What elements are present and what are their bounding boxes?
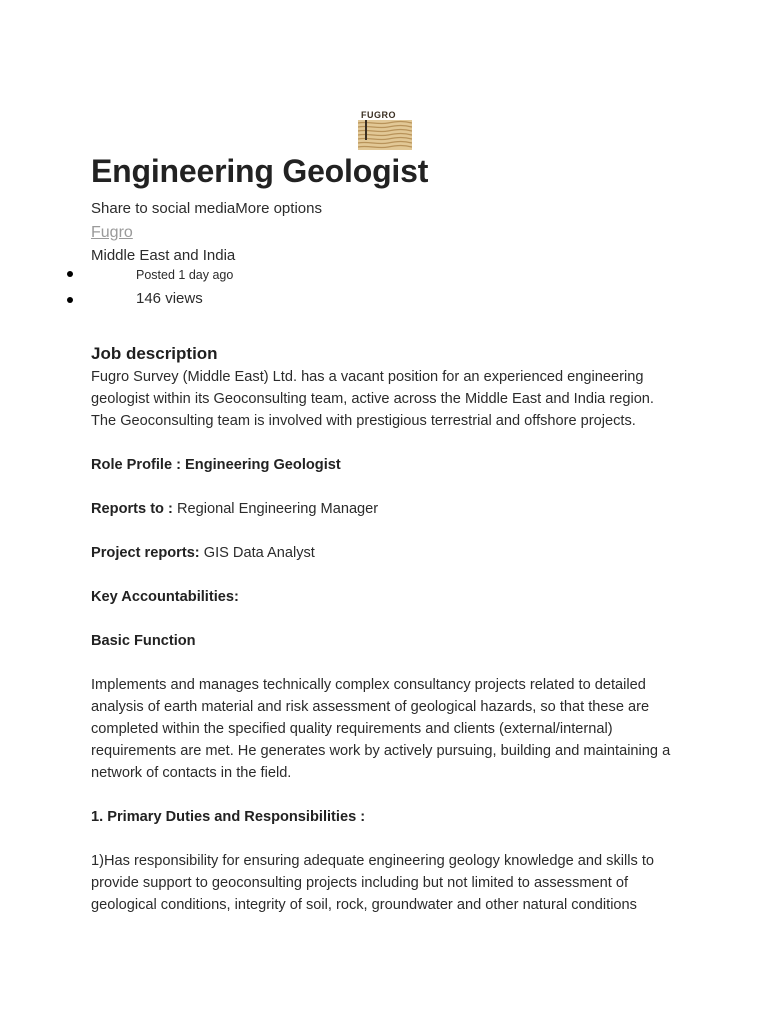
key-accountabilities-heading: Key Accountabilities:	[91, 589, 239, 605]
bullet-icon	[67, 271, 73, 277]
basic-function-heading: Basic Function	[91, 633, 196, 649]
project-reports-value: GIS Data Analyst	[199, 545, 315, 561]
role-profile: Role Profile : Engineering Geologist	[91, 457, 341, 473]
reports-to-label: Reports to :	[91, 501, 173, 517]
job-location: Middle East and India	[91, 247, 236, 264]
project-reports-label: Project reports:	[91, 545, 200, 561]
posted-date: Posted 1 day ago	[136, 268, 234, 282]
job-description-body	[91, 366, 681, 916]
share-options[interactable]: Share to social mediaMore options	[91, 200, 322, 217]
reports-to-value: Regional Engineering Manager	[172, 501, 379, 517]
project-reports	[91, 542, 681, 564]
view-count: 146 views	[136, 290, 203, 307]
primary-duties-paragraph: 1)Has responsibility for ensuring adequate engineering geology knowledge and skills to provide support to geoconsulting projects including but not limited to assessment of geological conditions, integrity of soil, rock, groundwater and other natural conditions	[91, 853, 655, 913]
basic-function-paragraph: Implements and manages technically complex consultancy projects related to detailed analysis of earth material and risk assessment of geological hazards, so that these are completed within the specified quality requirements and clients (external/internal) requirements are met. He generates work by actively pursuing, building and maintaining a network of contacts in the field.	[91, 677, 671, 781]
job-description-heading: Job description	[91, 344, 218, 363]
fugro-logo	[358, 110, 412, 150]
primary-duties-heading: 1. Primary Duties and Responsibilities :	[91, 809, 366, 825]
bullet-icon	[67, 297, 73, 303]
company-link[interactable]: Fugro	[91, 224, 133, 241]
logo-wordmark: FUGRO	[361, 110, 396, 120]
intro-paragraph: Fugro Survey (Middle East) Ltd. has a vacant position for an experienced engineering geologist within its Geoconsulting team, active across the Middle East and India region. The Geoconsulting team is involved with prestigious terrestrial and offshore projects.	[91, 369, 654, 429]
job-title: Engineering Geologist	[91, 153, 429, 189]
reports-to	[91, 498, 681, 520]
